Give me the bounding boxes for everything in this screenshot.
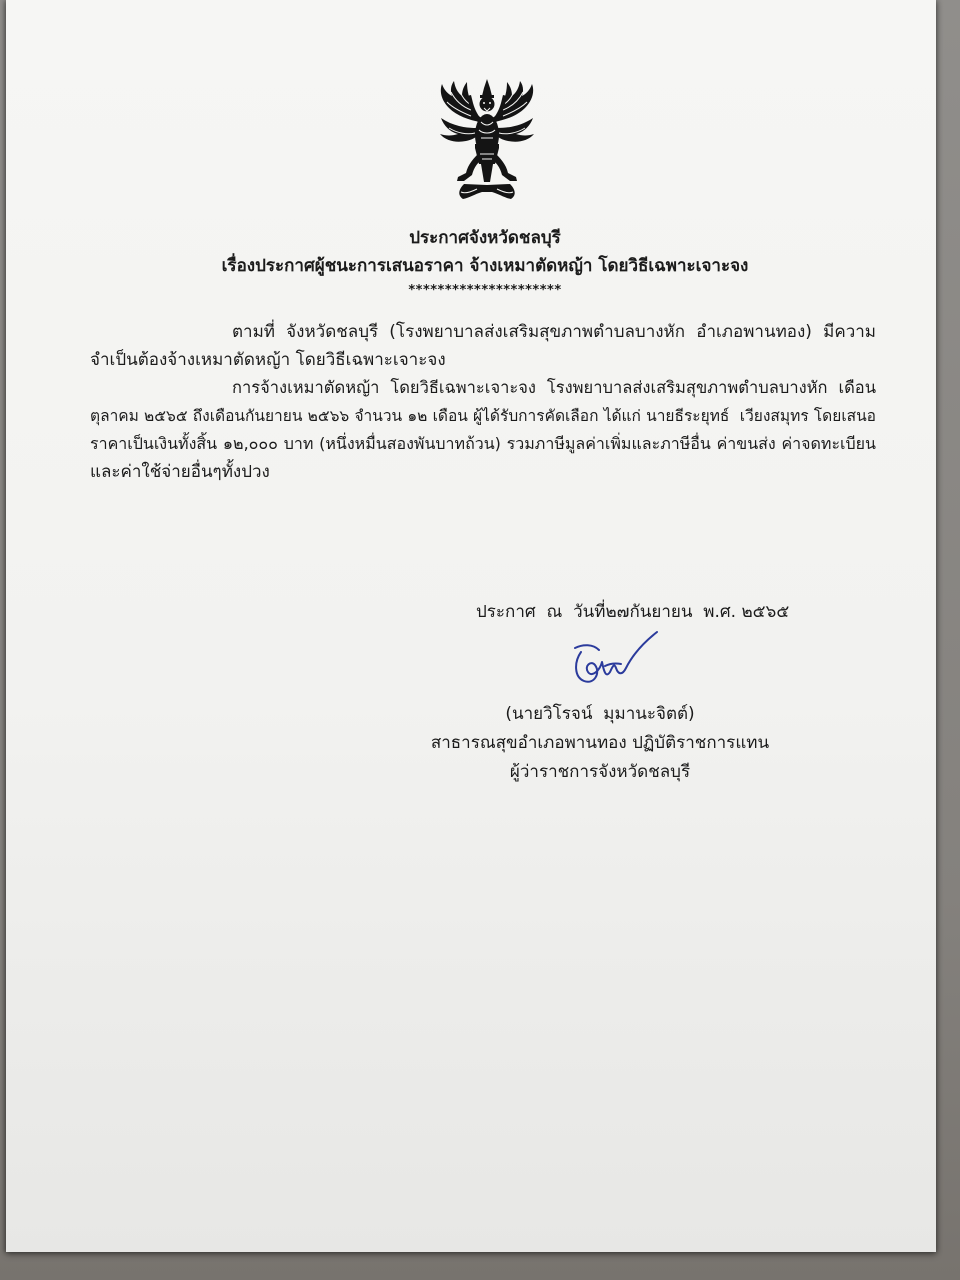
- signature-block: [390, 626, 810, 787]
- paragraph-award: [90, 374, 876, 486]
- announcement-subject: เรื่องประกาศผู้ชนะการเสนอราคา จ้างเหมาตัดหญ้า โดยวิธีเฉพาะเจาะจง: [221, 256, 749, 276]
- date-suffix: กันยายน พ.ศ. ๒๕๖๕: [629, 602, 790, 622]
- handwritten-signature-icon: [390, 626, 810, 700]
- paragraph-line: ตามที่ จังหวัดชลบุรี (โรงพยาบาลส่งเสริมสุขภาพตำบลบางหัก อำเภอพานทอง) มีความ: [232, 322, 876, 342]
- document-paper: [6, 0, 936, 1252]
- paragraph-background: [90, 318, 876, 374]
- title-separator: *********************: [408, 283, 562, 298]
- signatory-on-behalf: ผู้ว่าราชการจังหวัดชลบุรี: [509, 762, 691, 782]
- garuda-emblem-icon: [427, 78, 547, 203]
- date-prefix: ประกาศ ณ วันที่: [476, 602, 606, 622]
- date-day: ๒๗: [605, 602, 630, 622]
- signatory-name: (นายวิโรจน์ มุมานะจิตต์): [505, 704, 695, 724]
- announcement-date: [90, 598, 880, 626]
- signatory-position: สาธารณสุขอำเภอพานทอง ปฏิบัติราชการแทน: [430, 733, 770, 753]
- document-content: [90, 224, 880, 787]
- paragraph-line: ตุลาคม ๒๕๖๕ ถึงเดือนกันยายน ๒๕๖๖ จำนวน ๑๒ เดือน ผู้ได้รับการคัดเลือก ได้แก่ นายธีระยุทธ์ เวียงสมุทร โดยเสนอ: [90, 407, 876, 425]
- announcement-body: [90, 318, 876, 486]
- paragraph-line: จำเป็นต้องจ้างเหมาตัดหญ้า โดยวิธีเฉพาะเจาะจง: [90, 350, 446, 370]
- paragraph-line: ราคาเป็นเงินทั้งสิ้น ๑๒,๐๐๐ บาท (หนึ่งหมื่นสองพันบาทถ้วน) รวมภาษีมูลค่าเพิ่มและภาษีอื่น ค่าขนส่ง ค่าจดทะเบียน: [90, 434, 876, 453]
- paragraph-line: และค่าใช้จ่ายอื่นๆทั้งปวง: [90, 462, 270, 482]
- announcement-title: ประกาศจังหวัดชลบุรี: [409, 228, 561, 248]
- paragraph-line: การจ้างเหมาตัดหญ้า โดยวิธีเฉพาะเจาะจง โรงพยาบาลส่งเสริมสุขภาพตำบลบางหัก เดือน: [232, 378, 876, 397]
